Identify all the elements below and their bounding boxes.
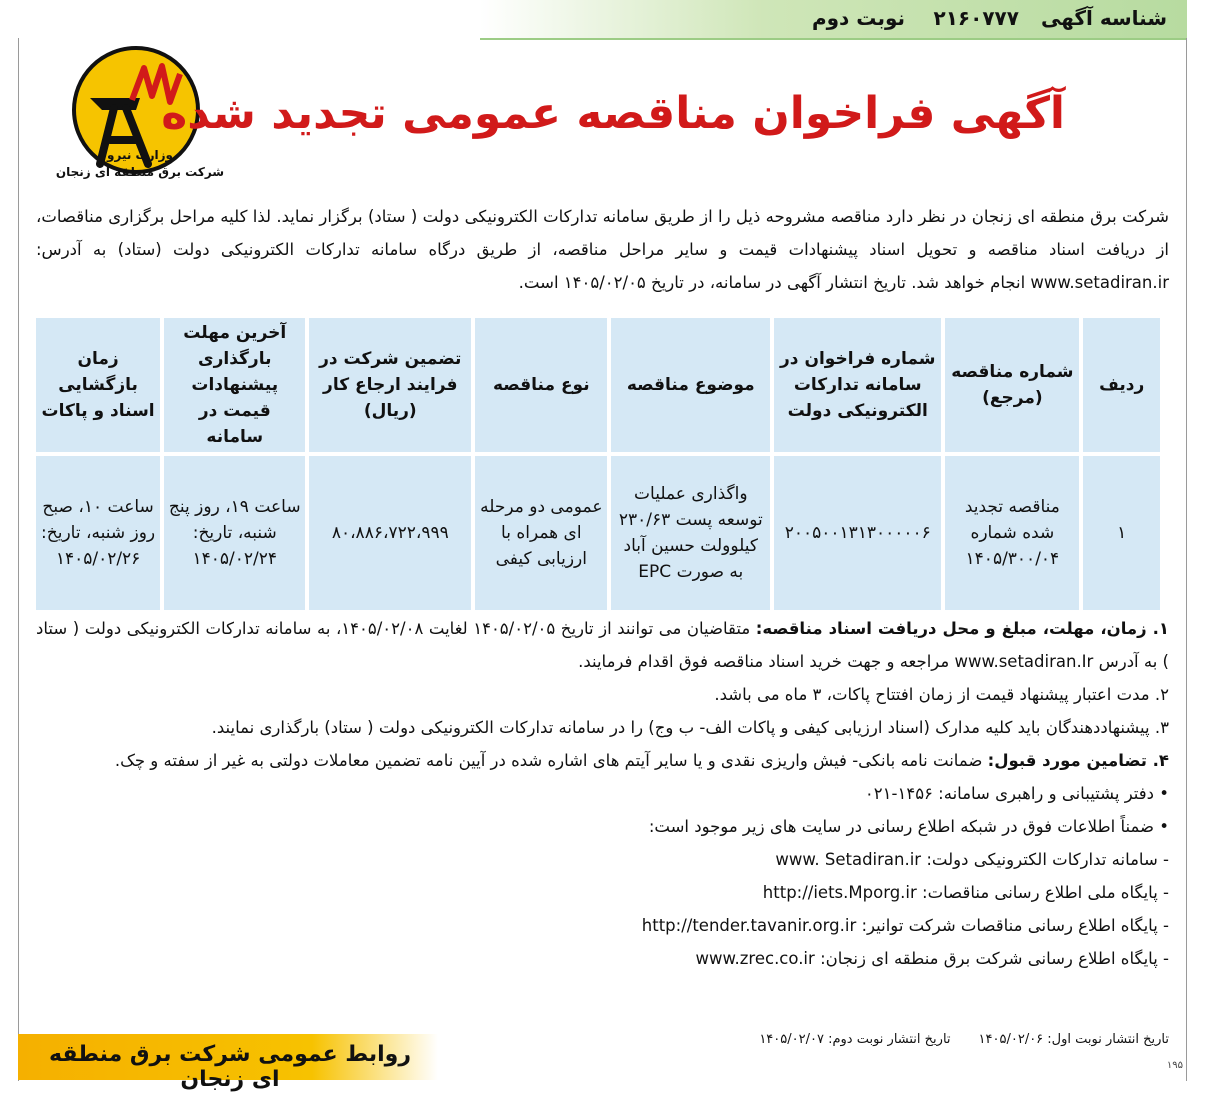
term-3: ۳. پیشنهاددهندگان باید کلیه مدارک (اسناد ارزیابی کیفی و پاکات الف- ب وج) را در سامانه تدارکات الکترونیکی دولت ( ستاد) بارگذاری نمایند.: [211, 718, 1169, 737]
publication-dates: [500, 1032, 1169, 1047]
company-name: شرکت برق منطقه ای زنجان: [55, 165, 225, 179]
site-label: - پایگاه ملی اطلاع رسانی مناقصات:: [922, 883, 1169, 902]
publication-round: نوبت دوم: [811, 6, 905, 30]
term-1-body: متقاضیان می توانند از تاریخ ۱۴۰۵/۰۲/۰۵ لغایت ۱۴۰۵/۰۲/۰۸، به سامانه تدارکات الکترونیکی دولت ( ستاد ) به آدرس www.setadiran.Ir مراجعه و جهت خرید اسناد مناقصه فوق اقدام فرمایند.: [36, 619, 1169, 671]
ad-code: ۱۹۵: [1166, 1060, 1183, 1071]
term-1-title: ۱. زمان، مهلت، مبلغ و محل دریافت اسناد مناقصه:: [755, 619, 1169, 638]
col-header-row-number: ردیف: [1083, 318, 1160, 452]
cell-deadline: ساعت ۱۹، روز پنج شنبه، تاریخ: ۱۴۰۵/۰۲/۲۴: [164, 456, 305, 610]
col-header-deadline: آخرین مهلت بارگذاری پیشنهادات قیمت در سامانه: [164, 318, 305, 452]
term-4: [36, 744, 1169, 777]
cell-tender-number: مناقصه تجدید شده شماره ۱۴۰۵/۳۰۰/۰۴: [945, 456, 1079, 610]
cell-type: عمومی دو مرحله ای همراه با ارزیابی کیفی: [475, 456, 607, 610]
term-4-title: ۴. تضامین مورد قبول:: [987, 751, 1169, 770]
col-header-subject: موضوع مناقصه: [611, 318, 770, 452]
footer-public-relations: روابط عمومی شرکت برق منطقه ای زنجان: [48, 1042, 411, 1092]
col-header-guarantee: تضمین شرکت در فرایند ارجاع کار (ریال): [309, 318, 471, 452]
cell-subject: واگذاری عملیات توسعه پست ۲۳۰/۶۳ کیلوولت حسین آباد به صورت EPC: [611, 456, 770, 610]
site-line-tavanir: [36, 909, 1169, 942]
site-url-setad[interactable]: www. Setadiran.ir: [775, 850, 922, 869]
cell-guarantee: ۸۰،۸۸۶،۷۲۲،۹۹۹: [309, 456, 471, 610]
support-line: • دفتر پشتیبانی و راهبری سامانه: ۱۴۵۶-۰۲۱: [864, 784, 1169, 803]
cell-row-number: ۱: [1083, 456, 1160, 610]
cell-call-number: ۲۰۰۵۰۰۱۳۱۳۰۰۰۰۰۶: [774, 456, 941, 610]
col-header-opening: زمان بازگشایی اسناد و پاکات: [36, 318, 160, 452]
ad-title: آگهی فراخوان مناقصه عمومی تجدید شده: [161, 88, 1065, 139]
table-row: [36, 456, 1160, 610]
ad-id-number: ۲۱۶۰۷۷۷: [933, 6, 1019, 30]
intro-paragraph: شرکت برق منطقه ای زنجان در نظر دارد مناقصه مشروحه ذیل را از طریق سامانه تدارکات الکترونیکی دولت ( ستاد) برگزار نماید. لذا کلیه مراحل برگزاری مناقصات، از دریافت اسناد مناقصه و تحویل اسناد پیشنهادات قیمت و سایر مراحل مناقصه، از طریق درگاه سامانه تدارکات الکترونیکی دولت (ستاد) به آدرس: www.setadiran.ir انجام خواهد شد. تاریخ انتشار آگهی در سامانه، در تاریخ ۱۴۰۵/۰۲/۰۵ است.: [36, 207, 1169, 292]
site-line-zrec: [36, 942, 1169, 975]
col-header-type: نوع مناقصه: [475, 318, 607, 452]
site-label: - سامانه تدارکات الکترونیکی دولت:: [926, 850, 1169, 869]
term-4-body: ضمانت نامه بانکی- فیش واریزی نقدی و یا سایر آیتم های اشاره شده در آیین نامه تضمین معاملات دولتی به غیر از سفته و چک.: [114, 751, 988, 770]
site-line-setad: [36, 843, 1169, 876]
ad-id: [912, 6, 1167, 30]
col-header-call-number: شماره فراخوان در سامانه تدارکات الکترونیکی دولت: [774, 318, 941, 452]
info-intro: • ضمناً اطلاعات فوق در شبکه اطلاع رسانی در سایت های زیر موجود است:: [648, 817, 1169, 836]
site-url-iets[interactable]: http://iets.Mporg.ir: [762, 883, 917, 902]
site-label: - پایگاه اطلاع رسانی شرکت برق منطقه ای زنجان:: [820, 949, 1169, 968]
first-publication-date: تاریخ انتشار نوبت اول: ۱۴۰۵/۰۲/۰۶: [978, 1032, 1169, 1047]
tender-table: [32, 314, 1164, 614]
col-header-tender-number: شماره مناقصه (مرجع): [945, 318, 1079, 452]
term-2: ۲. مدت اعتبار پیشنهاد قیمت از زمان افتتاح پاکات، ۳ ماه می باشد.: [714, 685, 1169, 704]
cell-opening: ساعت ۱۰، صبح روز شنبه، تاریخ: ۱۴۰۵/۰۲/۲۶: [36, 456, 160, 610]
site-line-iets: [36, 876, 1169, 909]
term-1: [36, 612, 1169, 678]
terms-section: [36, 612, 1169, 975]
table-header-row: [36, 318, 1160, 452]
second-publication-date: تاریخ انتشار نوبت دوم: ۱۴۰۵/۰۲/۰۷: [759, 1032, 951, 1047]
site-url-zrec[interactable]: www.zrec.co.ir: [695, 949, 815, 968]
ministry-name: وزارت نیرو: [107, 148, 173, 162]
site-url-tavanir[interactable]: http://tender.tavanir.org.ir: [641, 916, 857, 935]
site-label: - پایگاه اطلاع رسانی مناقصات شرکت توانیر:: [861, 916, 1169, 935]
ad-id-label: شناسه آگهی: [1040, 6, 1167, 30]
